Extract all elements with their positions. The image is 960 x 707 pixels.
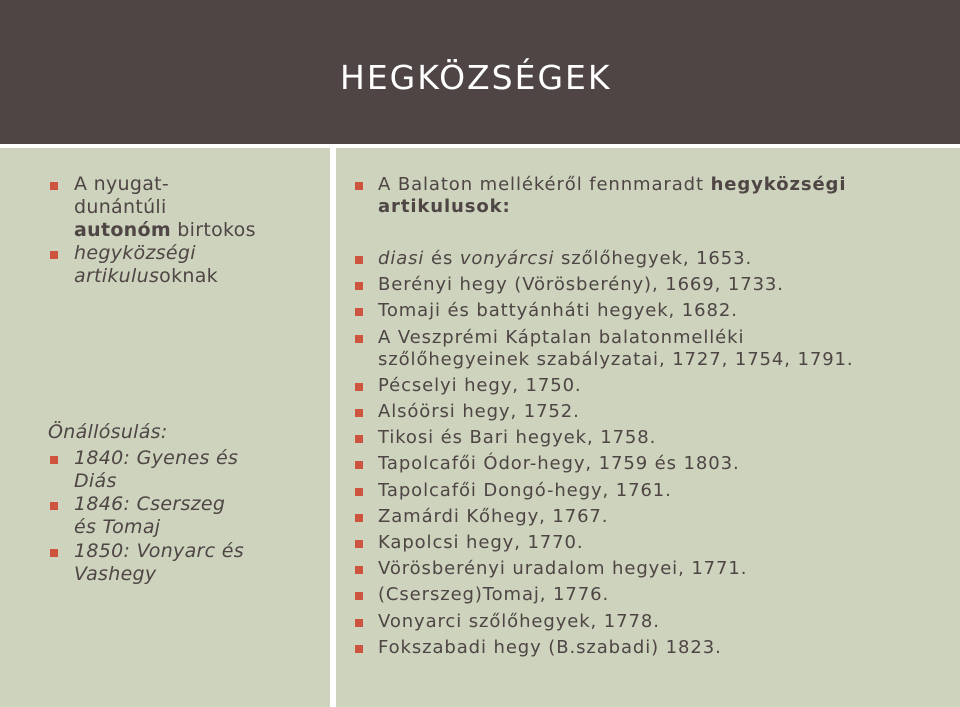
left-date-item-1 <box>74 447 238 493</box>
left-panel <box>0 148 330 707</box>
bullet-icon <box>50 549 58 557</box>
bullet-icon <box>355 383 363 391</box>
bullet-icon <box>50 182 58 190</box>
bullet-icon <box>355 256 363 264</box>
left-date-item-2-line2: és Tomaj <box>74 516 161 538</box>
autonom-text: autonóm <box>74 219 171 241</box>
list-item: Tapolcafői Dongó-hegy, 1761. <box>378 479 672 501</box>
list-item: Vörösberényi uradalom hegyei, 1771. <box>378 558 748 580</box>
bullet-icon <box>355 514 363 522</box>
list-item-1-part: szőlőhegyek, 1653. <box>554 248 753 269</box>
list-item-1-part: és <box>424 248 460 269</box>
bullet-icon <box>355 182 363 190</box>
bullet-icon <box>355 282 363 290</box>
bullet-icon <box>355 566 363 574</box>
list-item-1-part: vonyárcsi <box>459 248 555 269</box>
left-item-2 <box>74 242 218 288</box>
left-date-item-2 <box>74 493 225 539</box>
left-date-item-3-line2: Vashegy <box>74 563 157 585</box>
list-item: A Veszprémi Káptalan balatonmelléki <box>378 326 745 348</box>
page-title: HEGKÖZSÉGEK <box>340 58 612 97</box>
bullet-icon <box>355 308 363 316</box>
list-item: Pécselyi hegy, 1750. <box>378 374 582 396</box>
left-date-item-1-line2: Diás <box>74 470 117 492</box>
left-item-1-line3 <box>74 219 256 242</box>
artikulus-text: artikulus <box>74 265 160 287</box>
left-date-item-1-line1: 1840: Gyenes és <box>74 447 239 469</box>
bullet-icon <box>355 645 363 653</box>
left-item-1-line1: A nyugat- <box>74 173 170 195</box>
list-item: Tikosi és Bari hegyek, 1758. <box>378 427 657 449</box>
left-date-item-3 <box>74 540 244 586</box>
bullet-icon <box>355 592 363 600</box>
intro-bold: hegyközségi <box>710 174 847 195</box>
bullet-icon <box>355 435 363 443</box>
list-item: (Cserszeg)Tomaj, 1776. <box>378 584 610 606</box>
list-item-continuation: szőlőhegyeinek szabályzatai, 1727, 1754, 1791. <box>378 348 854 370</box>
intro-line2: artikulusok: <box>378 196 511 217</box>
right-panel <box>336 148 960 707</box>
list-item: Vonyarci szőlőhegyek, 1778. <box>378 610 660 632</box>
left-date-item-3-line1: 1850: Vonyarc és <box>74 540 244 562</box>
list-item-1 <box>378 248 752 270</box>
list-item: Alsóörsi hegy, 1752. <box>378 401 580 422</box>
list-item: Kapolcsi hegy, 1770. <box>378 532 584 553</box>
bullet-icon <box>355 461 363 469</box>
bullet-icon <box>50 456 58 464</box>
bullet-icon <box>50 502 58 510</box>
list-item: Zamárdi Kőhegy, 1767. <box>378 505 609 527</box>
left-item-1-line2: dunántúli <box>74 196 167 218</box>
intro-plain: A Balaton mellékéről fennmaradt <box>378 174 711 195</box>
oknak-text: oknak <box>159 265 218 287</box>
bullet-icon <box>50 251 58 259</box>
independence-heading: Önállósulás: <box>48 421 168 443</box>
left-item-1 <box>74 173 256 242</box>
left-item-2-line1: hegyközségi <box>74 242 196 264</box>
intro-line1 <box>378 174 846 196</box>
list-item: Fokszabadi hegy (B.szabadi) 1823. <box>378 636 722 658</box>
list-item: Tomaji és battyánháti hegyek, 1682. <box>378 300 738 322</box>
bullet-icon <box>355 619 363 627</box>
bullet-icon <box>355 488 363 496</box>
list-item-1-part: diasi <box>378 248 425 269</box>
bullet-icon <box>355 540 363 548</box>
left-item-2-line2 <box>74 265 218 288</box>
title-bar <box>0 0 960 144</box>
list-item: Berényi hegy (Vörösberény), 1669, 1733. <box>378 274 784 296</box>
bullet-icon <box>355 335 363 343</box>
birtokos-text: birtokos <box>170 219 256 241</box>
list-item: Tapolcafői Ódor-hegy, 1759 és 1803. <box>378 453 740 475</box>
intro-text <box>378 174 846 218</box>
bullet-icon <box>355 409 363 417</box>
left-date-item-2-line1: 1846: Cserszeg <box>74 493 226 515</box>
